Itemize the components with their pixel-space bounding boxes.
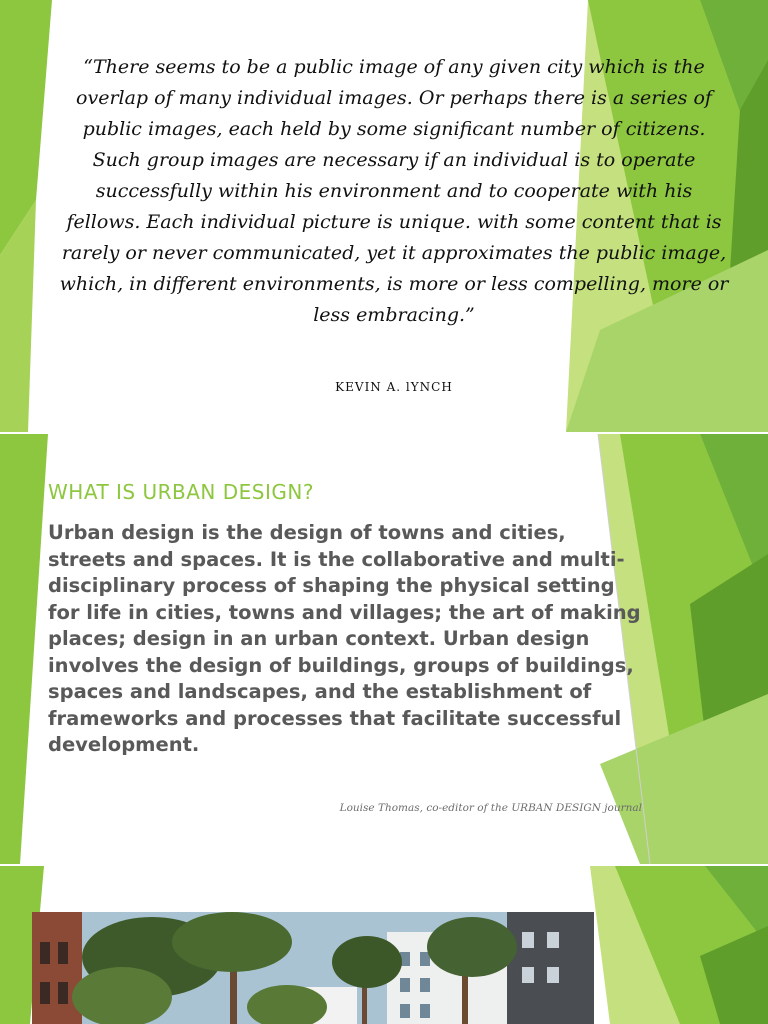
photo-slide <box>0 866 768 1024</box>
citation: Louise Thomas, co-editor of the URBAN DESIGN journal <box>339 802 642 814</box>
quote-slide <box>0 0 768 432</box>
urban-development-photo <box>32 912 594 1024</box>
quote-author: KEVIN A. lYNCH <box>335 380 453 394</box>
definition-slide <box>0 434 768 864</box>
definition-text: Urban design is the design of towns and cities, streets and spaces. It is the collaborative and multi-disciplinary process of shaping the physical setting for life in cities, towns and villages; the art of making places; design in an urban context. Urban design involves the design of buildings, groups of buildings, spaces and landscapes, and the establishment of frameworks and processes that facilitate successful development. <box>48 521 641 756</box>
section-heading: WHAT IS URBAN DESIGN? <box>48 480 314 504</box>
lynch-quote: “There seems to be a public image of any given city which is the overlap of many individual images. Or perhaps there is a series of public images, each held by some significant number of citizens. Such group images are necessary if an individual is to operate successfully within his environment and to cooperate with his fellows. Each individual picture is unique. with some content that is rarely or never communicated, yet it approximates the public image, which, in different environments, is more or less compelling, more or less embracing.” <box>59 56 729 326</box>
